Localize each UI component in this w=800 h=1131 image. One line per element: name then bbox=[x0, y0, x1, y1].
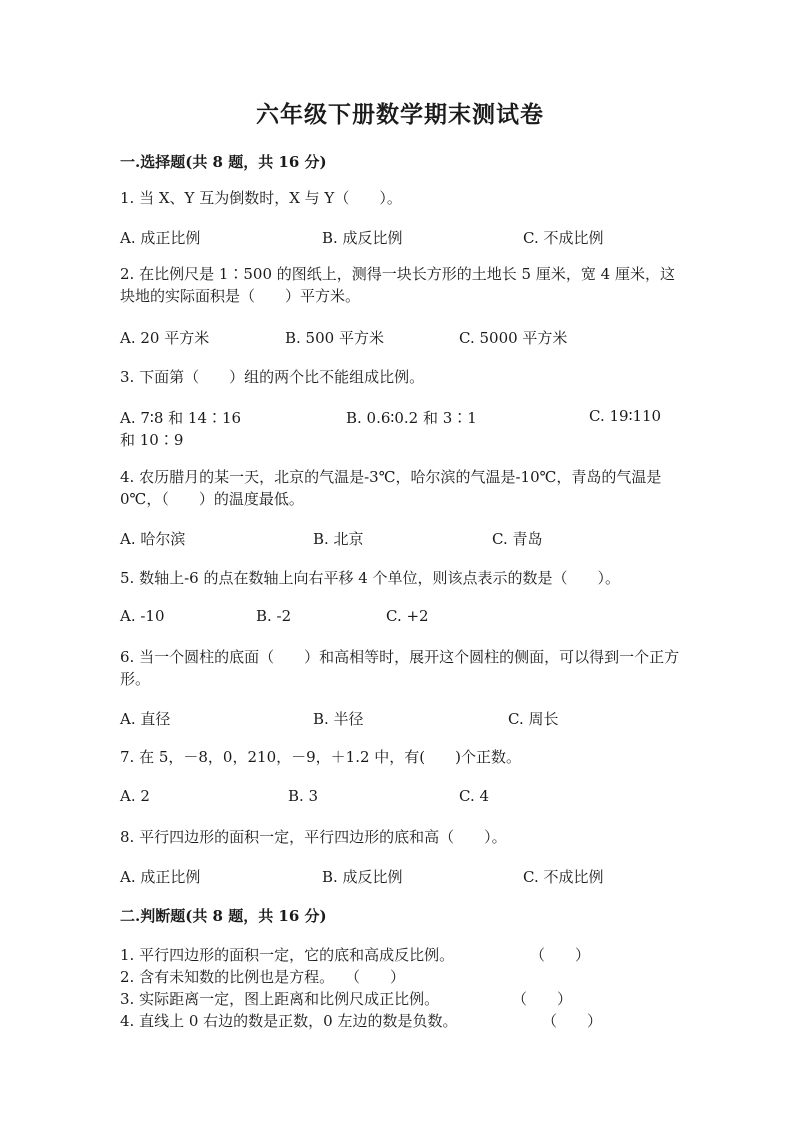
question-8: 8. 平行四边形的面积一定，平行四边形的底和高（ ）。 bbox=[120, 828, 507, 846]
q2-option-a[interactable]: A. 20 平方米 bbox=[120, 329, 210, 347]
q5-option-b[interactable]: B. -2 bbox=[256, 607, 292, 625]
q4-option-c[interactable]: C. 青岛 bbox=[492, 530, 543, 548]
q2-option-c[interactable]: C. 5000 平方米 bbox=[459, 329, 568, 347]
q1-option-b[interactable]: B. 成反比例 bbox=[322, 229, 403, 247]
q7-option-b[interactable]: B. 3 bbox=[288, 787, 319, 805]
judgment-4: 4. 直线上 0 右边的数是正数，0 左边的数是负数。 bbox=[120, 1012, 458, 1030]
q7-option-c[interactable]: C. 4 bbox=[459, 787, 490, 805]
question-1: 1. 当 X、Y 互为倒数时，X 与 Y（ ）。 bbox=[120, 189, 402, 207]
page-title: 六年级下册数学期末测试卷 bbox=[256, 101, 544, 128]
question-5: 5. 数轴上-6 的点在数轴上向右平移 4 个单位，则该点表示的数是（ ）。 bbox=[120, 569, 621, 587]
judgment-1-answer[interactable]: （ ） bbox=[530, 946, 591, 964]
judgment-2-answer[interactable]: （ ） bbox=[345, 968, 406, 986]
q6-option-b[interactable]: B. 半径 bbox=[313, 710, 364, 728]
q3-option-b[interactable]: B. 0.6∶0.2 和 3∶1 bbox=[346, 409, 477, 427]
q3-option-c[interactable]: C. 19∶110 bbox=[589, 407, 662, 425]
q4-option-b[interactable]: B. 北京 bbox=[313, 530, 364, 548]
judgment-2: 2. 含有未知数的比例也是方程。 bbox=[120, 968, 335, 986]
q6-option-a[interactable]: A. 直径 bbox=[120, 710, 171, 728]
judgment-3: 3. 实际距离一定，图上距离和比例尺成正比例。 bbox=[120, 990, 440, 1008]
q5-option-a[interactable]: A. -10 bbox=[120, 607, 165, 625]
q3-option-a[interactable]: A. 7∶8 和 14∶16 bbox=[120, 409, 242, 427]
q2-option-b[interactable]: B. 500 平方米 bbox=[285, 329, 384, 347]
q1-option-a[interactable]: A. 成正比例 bbox=[120, 229, 201, 247]
q5-option-c[interactable]: C. +2 bbox=[386, 607, 429, 625]
judgment-3-answer[interactable]: （ ） bbox=[512, 990, 573, 1008]
judgment-4-answer[interactable]: （ ） bbox=[542, 1012, 603, 1030]
q8-option-c[interactable]: C. 不成比例 bbox=[523, 868, 604, 886]
question-6: 6. 当一个圆柱的底面（ ）和高相等时，展开这个圆柱的侧面，可以得到一个正方形。 bbox=[120, 648, 680, 688]
section-heading-judgment: 二.判断题(共 8 题，共 16 分) bbox=[120, 907, 327, 925]
q1-option-c[interactable]: C. 不成比例 bbox=[523, 229, 604, 247]
q7-option-a[interactable]: A. 2 bbox=[120, 787, 150, 805]
q6-option-c[interactable]: C. 周长 bbox=[508, 710, 559, 728]
question-4: 4. 农历腊月的某一天，北京的气温是-3℃，哈尔滨的气温是-10℃，青岛的气温是 0℃，（ ）的温度最低。 bbox=[120, 468, 662, 508]
section-heading-choice: 一.选择题(共 8 题，共 16 分) bbox=[120, 153, 327, 171]
q4-option-a[interactable]: A. 哈尔滨 bbox=[120, 530, 186, 548]
judgment-1: 1. 平行四边形的面积一定，它的底和高成反比例。 bbox=[120, 946, 455, 964]
q8-option-a[interactable]: A. 成正比例 bbox=[120, 868, 201, 886]
q3-option-c-continuation: 和 10∶9 bbox=[120, 431, 184, 449]
question-7: 7. 在 5，－8，0，210，－9，＋1.2 中，有( )个正数。 bbox=[120, 748, 521, 766]
question-3: 3. 下面第（ ）组的两个比不能组成比例。 bbox=[120, 368, 425, 386]
q8-option-b[interactable]: B. 成反比例 bbox=[322, 868, 403, 886]
question-2: 2. 在比例尺是 1∶500 的图纸上，测得一块长方形的土地长 5 厘米，宽 4 厘米，这块地的实际面积是（ ）平方米。 bbox=[120, 265, 675, 305]
